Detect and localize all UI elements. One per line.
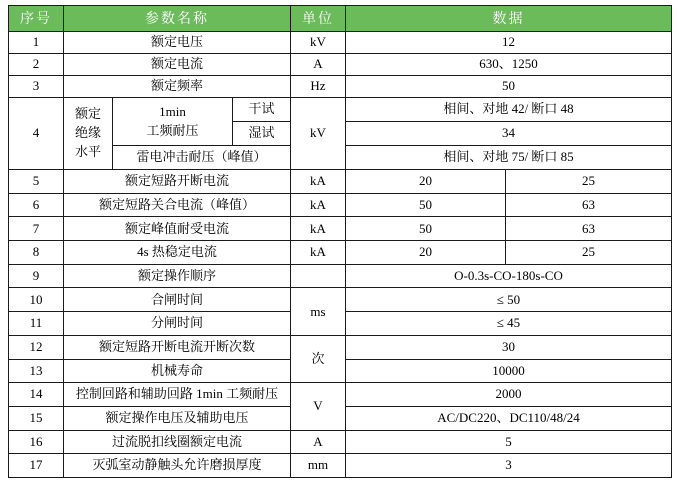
serial-cell: 9 <box>9 264 64 288</box>
value-cell: 20 <box>346 241 506 265</box>
table-row <box>9 264 672 288</box>
param-cell: 额定操作电压及辅助电压 <box>64 406 291 430</box>
value-cell: 30 <box>346 335 672 359</box>
param-cell: 额定电流 <box>64 54 291 76</box>
value-cell: 630、1250 <box>346 54 672 76</box>
table-row <box>9 170 672 194</box>
serial-cell: 15 <box>9 406 64 430</box>
serial-cell: 12 <box>9 335 64 359</box>
unit-cell: kV <box>291 98 346 170</box>
serial-cell: 10 <box>9 288 64 312</box>
unit-cell: Hz <box>291 76 346 98</box>
value-cell: 10000 <box>346 359 672 383</box>
param-cell: 合闸时间 <box>64 288 291 312</box>
param-subgroup-line: 工频耐压 <box>146 122 199 138</box>
serial-cell: 5 <box>9 170 64 194</box>
param-group-line: 额定 <box>74 106 101 122</box>
table-row <box>9 54 672 76</box>
serial-cell: 17 <box>9 454 64 478</box>
table-row <box>9 383 672 407</box>
table-row <box>9 430 672 454</box>
header-row <box>9 6 672 32</box>
param-subgroup-cell <box>113 98 233 146</box>
serial-cell: 3 <box>9 76 64 98</box>
table-row <box>9 217 672 241</box>
value-cell: 12 <box>346 32 672 54</box>
serial-cell: 13 <box>9 359 64 383</box>
param-cell: 额定短路开断电流 <box>64 170 291 194</box>
parameter-table <box>8 5 672 478</box>
table-row <box>9 193 672 217</box>
param-cell: 分闸时间 <box>64 312 291 336</box>
serial-cell: 2 <box>9 54 64 76</box>
value-cell: 63 <box>506 193 672 217</box>
param-condition-cell: 干试 <box>233 98 291 122</box>
value-cell: 25 <box>506 170 672 194</box>
table-row <box>9 32 672 54</box>
serial-cell: 11 <box>9 312 64 336</box>
unit-cell: ms <box>291 288 346 335</box>
serial-cell: 6 <box>9 193 64 217</box>
param-cell: 控制回路和辅助回路 1min 工频耐压 <box>64 383 291 407</box>
unit-cell: kA <box>291 241 346 265</box>
param-subgroup-line: 1min <box>159 103 186 119</box>
value-cell: 25 <box>506 241 672 265</box>
param-cell: 灭弧室动静触头允许磨损厚度 <box>64 454 291 478</box>
value-cell: 50 <box>346 193 506 217</box>
table-row <box>9 241 672 265</box>
param-cell: 机械寿命 <box>64 359 291 383</box>
table-row <box>9 335 672 359</box>
serial-cell: 7 <box>9 217 64 241</box>
param-cell: 额定峰值耐受电流 <box>64 217 291 241</box>
unit-cell: kA <box>291 217 346 241</box>
unit-cell: 次 <box>291 335 346 382</box>
param-cell: 过流脱扣线圈额定电流 <box>64 430 291 454</box>
unit-cell: kV <box>291 32 346 54</box>
param-cell: 额定电压 <box>64 32 291 54</box>
unit-cell: mm <box>291 454 346 478</box>
value-cell: 相间、对地 75/ 断口 85 <box>346 146 672 170</box>
value-cell: 20 <box>346 170 506 194</box>
table-row <box>9 454 672 478</box>
param-cell: 额定短路关合电流（峰值） <box>64 193 291 217</box>
serial-cell: 8 <box>9 241 64 265</box>
header-unit: 单位 <box>291 6 346 32</box>
value-cell: O-0.3s-CO-180s-CO <box>346 264 672 288</box>
value-cell: 50 <box>346 217 506 241</box>
table-row <box>9 76 672 98</box>
param-group-line: 水平 <box>74 143 101 159</box>
serial-cell: 1 <box>9 32 64 54</box>
serial-cell: 16 <box>9 430 64 454</box>
param-group-cell <box>64 98 113 170</box>
value-cell: ≤ 50 <box>346 288 672 312</box>
serial-cell: 14 <box>9 383 64 407</box>
serial-cell: 4 <box>9 98 64 170</box>
param-group-line: 绝缘 <box>74 125 101 141</box>
unit-cell: A <box>291 430 346 454</box>
value-cell: 34 <box>346 122 672 146</box>
header-serial: 序号 <box>9 6 64 32</box>
unit-cell: A <box>291 54 346 76</box>
unit-cell: kA <box>291 170 346 194</box>
value-cell: 2000 <box>346 383 672 407</box>
header-param-name: 参数名称 <box>64 6 291 32</box>
value-cell: AC/DC220、DC110/48/24 <box>346 406 672 430</box>
param-condition-cell: 湿试 <box>233 122 291 146</box>
value-cell: 5 <box>346 430 672 454</box>
value-cell: 50 <box>346 76 672 98</box>
param-cell: 4s 热稳定电流 <box>64 241 291 265</box>
param-cell: 额定操作顺序 <box>64 264 291 288</box>
header-data: 数据 <box>346 6 672 32</box>
value-cell: ≤ 45 <box>346 312 672 336</box>
param-cell: 额定频率 <box>64 76 291 98</box>
unit-cell <box>291 264 346 288</box>
value-cell: 3 <box>346 454 672 478</box>
table-row <box>9 288 672 312</box>
value-cell: 63 <box>506 217 672 241</box>
unit-cell: V <box>291 383 346 430</box>
table-row-insulation-dry <box>9 98 672 122</box>
unit-cell: kA <box>291 193 346 217</box>
param-cell: 额定短路开断电流开断次数 <box>64 335 291 359</box>
param-condition-cell: 雷电冲击耐压（峰值） <box>113 146 291 170</box>
value-cell: 相间、对地 42/ 断口 48 <box>346 98 672 122</box>
